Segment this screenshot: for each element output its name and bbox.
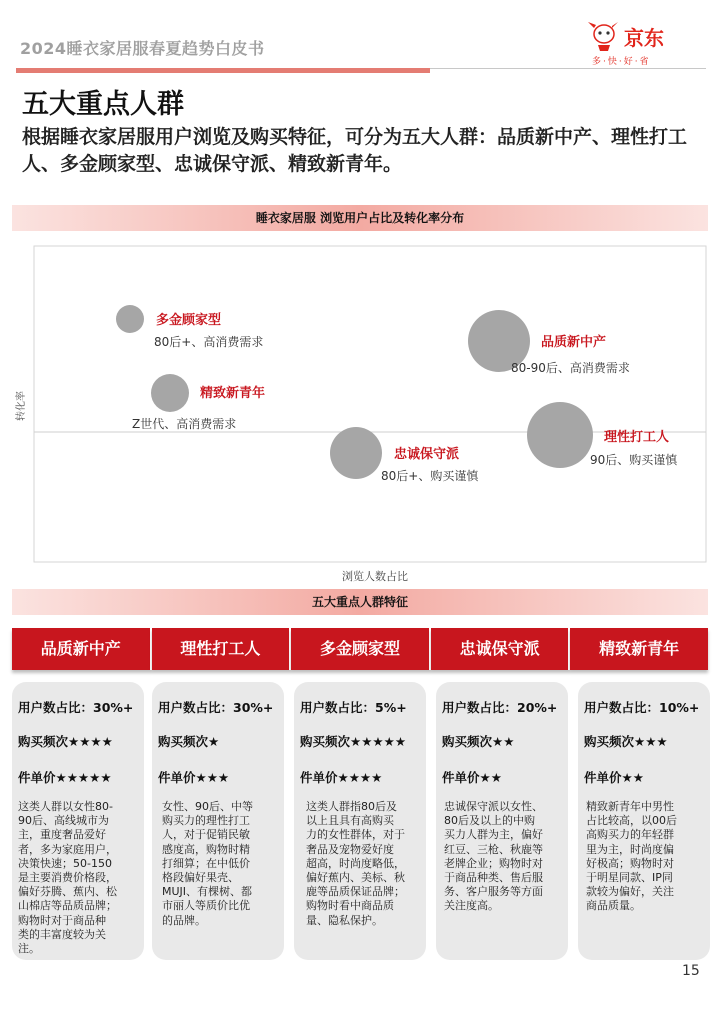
chart-x-axis-label: 浏览人数占比 [342,570,408,583]
persona-card [152,682,284,960]
bubble-zhongcheng [330,427,382,479]
header-accent-bar [16,68,430,73]
persona-description: 忠诚保守派以女性、 80后及以上的中购 买力人群为主，偏好 红豆、三枪、秋鹿等 老牌企业；购物时对 于商品种类、售后服 务、客户服务等方面 关注度高。 [444,800,543,913]
persona-tabs [12,628,708,670]
persona-description: 这类人群以女性80- 90后、高线城市为 主，重度奢品爱好 者，多为家庭用户， 决策快速；50-150 是主要消费价格段， 偏好芬腾、蕉内、松 山棉店等品质品牌； 购物时对于商品种 类的丰富度较为关 注。 [18,800,117,956]
bubble-note-lixing: 90后、购买谨慎 [590,453,678,467]
tab-jingzhi: 精致新青年 [570,628,708,670]
purchase-frequency: 购买频次★★★★★ [300,734,407,749]
user-share: 用户数占比：5%+ [300,700,407,715]
persona-card [578,682,710,960]
bubble-jingzhi [151,374,189,412]
bubble-quadrant-chart [0,238,720,588]
jd-logo-slogan: 多·快·好·省 [592,57,651,67]
purchase-frequency: 购买频次★★★ [584,734,668,749]
bubble-label-zhongcheng: 忠诚保守派 [394,447,460,462]
unit-price: 件单价★★★★★ [18,770,112,785]
unit-price: 件单价★★ [442,770,502,785]
tab-zhongcheng: 忠诚保守派 [431,628,571,670]
persona-card [436,682,568,960]
bubble-lixing [527,402,593,468]
user-share: 用户数占比：30%+ [18,700,134,715]
tab-lixing: 理性打工人 [152,628,292,670]
bubble-duojin [116,305,144,333]
page-number: 15 [682,963,700,979]
persona-description: 女性、90后、中等 购买力的理性打工 人，对于促销民敏 感度高，购物时精 打细算；在中低价 格段偏好果壳、 MUJI、有棵树、都 市丽人等质价比优 的品牌。 [162,800,253,927]
persona-card [12,682,144,960]
persona-card [294,682,426,960]
bubble-label-lixing: 理性打工人 [604,430,670,445]
persona-description: 精致新青年中男性 占比较高，以00后 高购买力的年轻群 里为主，时尚度偏 好极高；购物时对 于明星同款、IP同 款较为偏好，关注 商品质量。 [586,800,677,913]
bubble-label-duojin: 多金顾家型 [156,313,222,328]
unit-price: 件单价★★★ [158,770,230,785]
bubble-note-zhongcheng: 80后+、购买谨慎 [381,469,479,483]
bubble-note-pinzhi: 80-90后、高消费需求 [511,361,630,375]
persona-cards [12,682,712,960]
bubble-label-pinzhi: 品质新中产 [541,335,607,350]
bubble-note-duojin: 80后+、高消费需求 [154,335,264,349]
tab-pinzhi: 品质新中产 [12,628,152,670]
features-band-title: 五大重点人群特征 [12,589,708,615]
persona-description: 这类人群指80后及 以上且具有高购买 力的女性群体，对于 奢品及宠物爱好度 超高，时尚度略低， 偏好蕉内、美标、秋 鹿等品质保证品牌； 购物时看中商品质 量、隐私保护。 [306,800,405,927]
jd-logo-text: 京东 [624,26,664,50]
bubble-note-jingzhi: Z世代、高消费需求 [132,417,237,431]
jd-logo [584,20,684,68]
bubble-label-jingzhi: 精致新青年 [200,386,266,401]
chart-band-title: 睡衣家居服 浏览用户占比及转化率分布 [12,205,708,231]
user-share: 用户数占比：10%+ [584,700,700,715]
section-title: 五大重点人群 [22,89,184,120]
tab-duojin: 多金顾家型 [291,628,431,670]
user-share: 用户数占比：30%+ [158,700,274,715]
user-share: 用户数占比：20%+ [442,700,558,715]
section-intro: 根据睡衣家居服用户浏览及购买特征，可分为五大人群：品质新中产、理性打工人、多金顾家型、忠诚保守派、精致新青年。 [22,126,688,175]
chart-y-axis-label: 转化率 [16,391,27,421]
purchase-frequency: 购买频次★★ [442,734,515,749]
unit-price: 件单价★★★★ [300,770,383,785]
document-title: 2024睡衣家居服春夏趋势白皮书 [20,39,265,58]
purchase-frequency: 购买频次★ [158,734,220,749]
purchase-frequency: 购买频次★★★★ [18,734,113,749]
unit-price: 件单价★★ [584,770,644,785]
jd-dog-mascot-icon [584,20,624,54]
chart-frame [34,246,706,562]
